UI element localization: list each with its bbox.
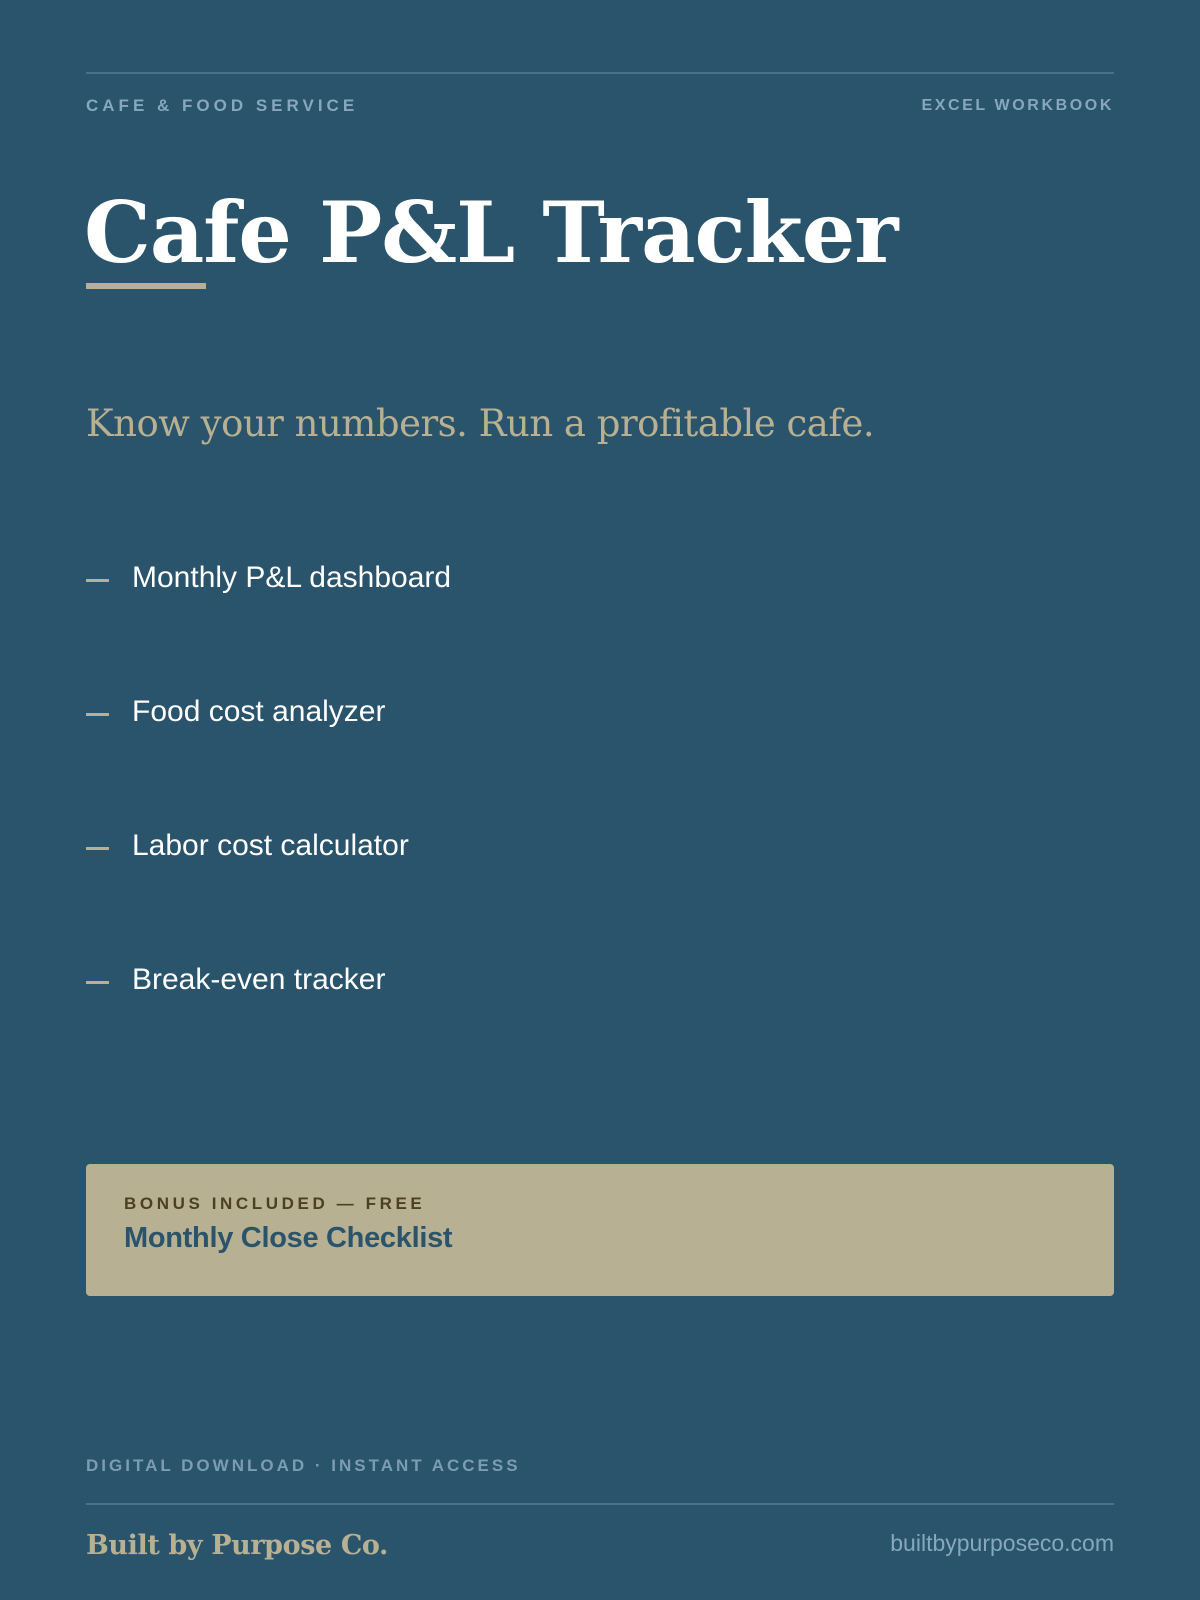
delivery-note: DIGITAL DOWNLOAD · INSTANT ACCESS <box>86 1456 521 1475</box>
bottom-divider <box>86 1503 1114 1505</box>
bonus-title: Monthly Close Checklist <box>124 1222 453 1254</box>
product-cover <box>86 0 1114 1600</box>
dash-icon <box>86 713 109 716</box>
feature-label: Food cost analyzer <box>132 695 386 728</box>
feature-item <box>86 674 986 728</box>
category-label: CAFE & FOOD SERVICE <box>86 96 359 115</box>
product-title: Cafe P&L Tracker <box>84 183 898 282</box>
feature-label: Labor cost calculator <box>132 829 409 862</box>
feature-label: Break-even tracker <box>132 963 386 996</box>
tagline: Know your numbers. Run a profitable cafe. <box>86 402 875 445</box>
feature-item <box>86 808 986 862</box>
dash-icon <box>86 847 109 850</box>
format-label: EXCEL WORKBOOK <box>921 97 1114 114</box>
bonus-kicker: BONUS INCLUDED — FREE <box>124 1194 426 1213</box>
bonus-banner <box>86 1164 1114 1296</box>
website-link[interactable]: builtbypurposeco.com <box>890 1530 1114 1556</box>
dash-icon <box>86 579 109 582</box>
top-divider <box>86 72 1114 74</box>
brand-name: Built by Purpose Co. <box>86 1530 389 1561</box>
feature-item <box>86 540 986 594</box>
feature-item <box>86 942 986 996</box>
title-underline <box>86 283 206 289</box>
dash-icon <box>86 981 109 984</box>
feature-label: Monthly P&L dashboard <box>132 561 452 594</box>
